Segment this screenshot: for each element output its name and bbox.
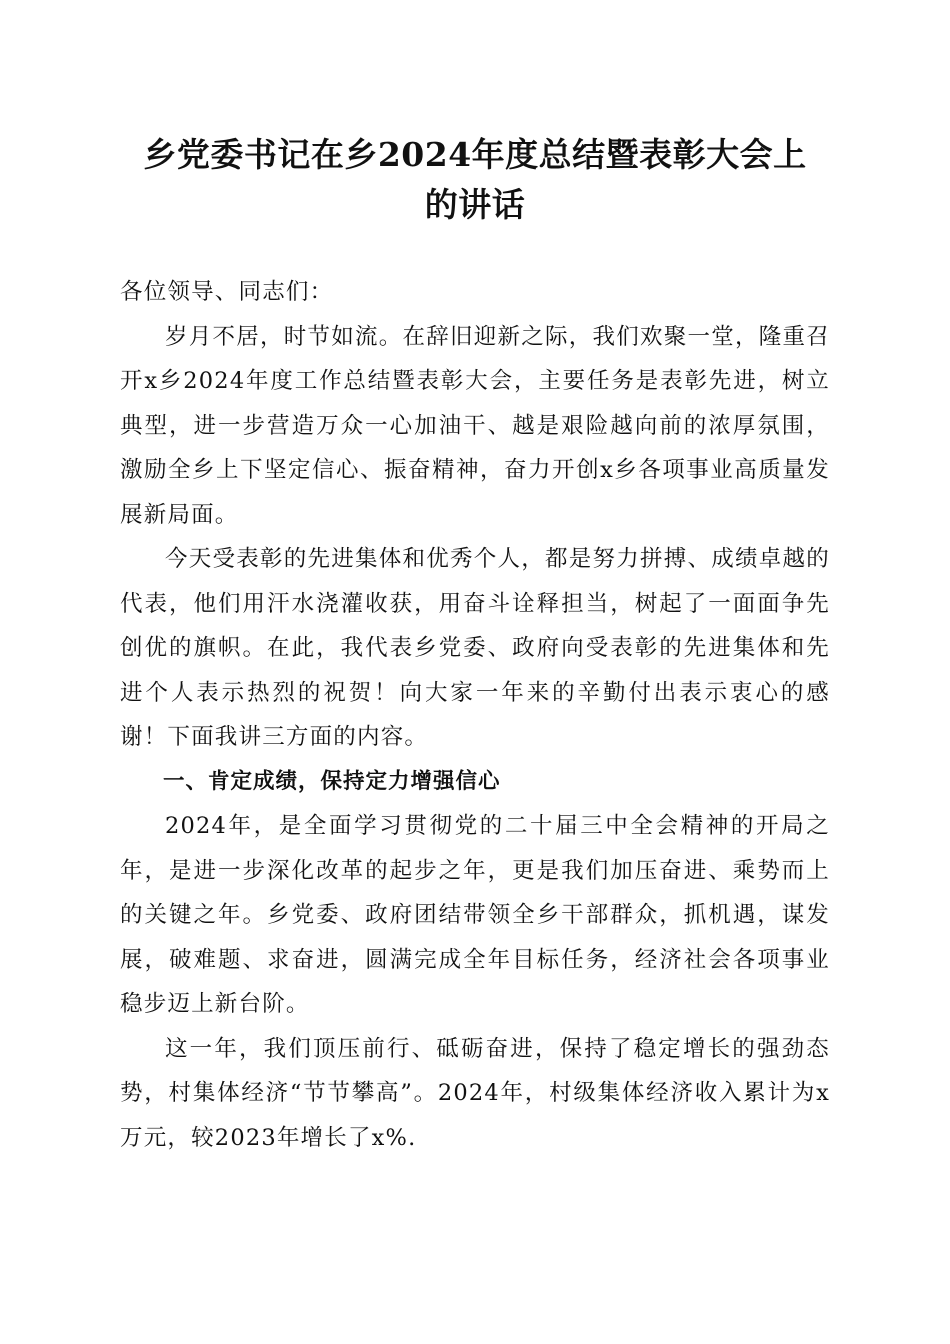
paragraph-opening: 岁月不居，时节如流。在辞旧迎新之际，我们欢聚一堂，隆重召开x乡2024年度工作总结暨表彰大会，主要任务是表彰先进，树立典型，进一步营造万众一心加油干、越是艰险越向前的浓厚氛围，激励全乡上下坚定信心、振奋精神，奋力开创x乡各项事业高质量发展新局面。: [120, 323, 830, 528]
paragraph-commendation: 今天受表彰的先进集体和优秀个人，都是努力拼搏、成绩卓越的代表，他们用汗水浇灌收获，用奋斗诠释担当，树起了一面面争先创优的旗帜。在此，我代表乡党委、政府向受表彰的先进集体和先进个人表示热烈的祝贺！向大家一年来的辛勤付出表示衷心的感谢！下面我讲三方面的内容。: [120, 546, 830, 750]
paragraph-section1-economy: 这一年，我们顶压前行、砥砺奋进，保持了稳定增长的强劲态势，村集体经济“节节攀高”。2024年，村级集体经济收入累计为x万元，较2023年增长了x%.: [120, 1035, 830, 1151]
section-heading-1: 一、肯定成绩，保持定力增强信心: [163, 768, 501, 794]
title-line-1: 乡党委书记在乡2024年度总结暨表彰大会上: [143, 135, 807, 174]
paragraph-section1-overview: 2024年，是全面学习贯彻党的二十届三中全会精神的开局之年，是进一步深化改革的起步之年，更是我们加压奋进、乘势而上的关键之年。乡党委、政府团结带领全乡干部群众，抓机遇，谋发展，破难题、求奋进，圆满完成全年目标任务，经济社会各项事业稳步迈上新台阶。: [120, 813, 830, 1017]
title-line-2: 的讲话: [424, 185, 526, 224]
salutation: 各位领导、同志们：: [120, 279, 334, 305]
document-body: [120, 270, 830, 1160]
document-title: [120, 130, 830, 230]
